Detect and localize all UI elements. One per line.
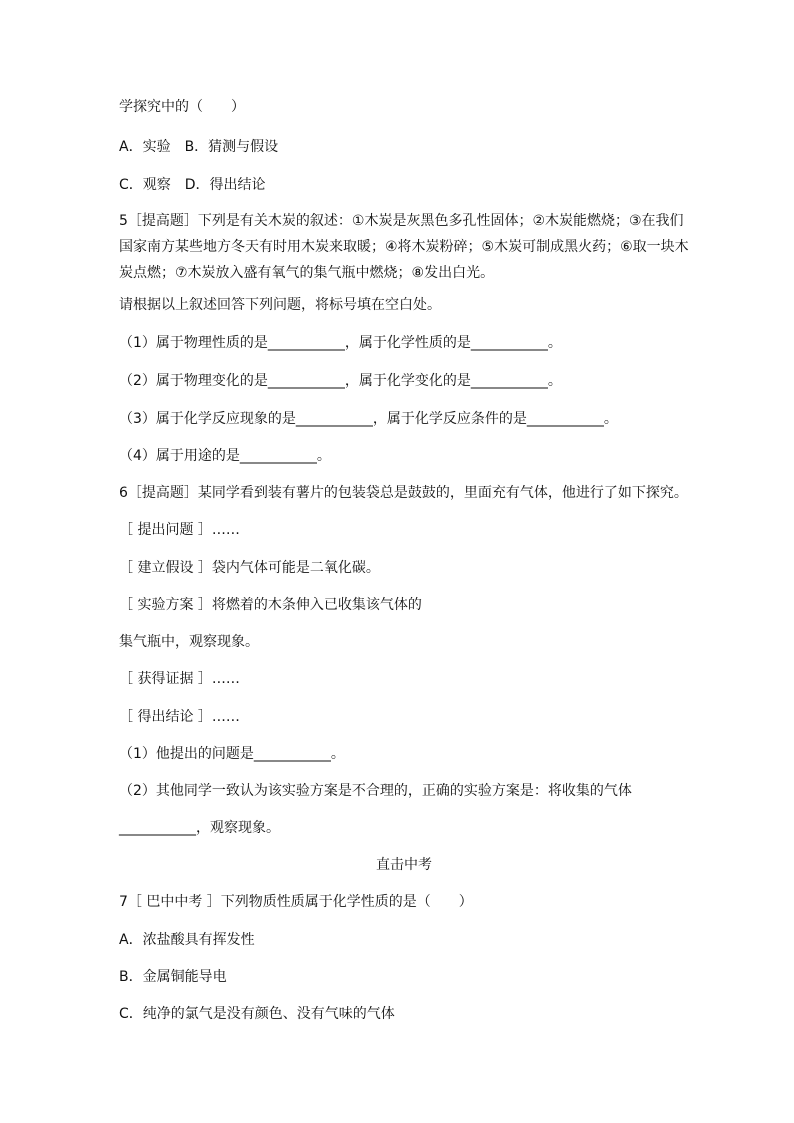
question-5-part-2: （2）属于物理变化的是___________，属于化学变化的是___________。 bbox=[119, 373, 562, 389]
question-5-stem: 5［提高题］下列是有关木炭的叙述：①木炭是灰黑色多孔性固体；②木炭能燃烧；③在我们国家南方某些地方冬天有时用木炭来取暖；④将木炭粉碎；⑤木炭可制成黑火药；⑥取一块木炭点燃；⑦木炭放入盛有氧气的集气瓶中燃烧；⑧发出白光。 bbox=[119, 213, 689, 281]
question-6-conclusion: ［ 得出结论 ］…… bbox=[119, 709, 240, 725]
question-6-part-1: （1）他提出的问题是___________。 bbox=[119, 746, 345, 762]
question-5-part-4: （4）属于用途的是___________。 bbox=[119, 448, 331, 464]
question-5-part-1: （1）属于物理性质的是___________，属于化学性质的是___________。 bbox=[119, 335, 562, 351]
question-5-part-3: （3）属于化学反应现象的是___________，属于化学反应条件的是___________。 bbox=[119, 411, 618, 427]
question-7-option-a: A．浓盐酸具有挥发性 bbox=[119, 932, 255, 948]
option-c-d: C．观察 D．得出结论 bbox=[119, 177, 266, 193]
question-7-stem: 7［ 巴中中考 ］下列物质性质属于化学性质的是（ ） bbox=[119, 894, 473, 910]
question-6-part-2-line-2: ___________，观察现象。 bbox=[119, 820, 280, 836]
question-6-stem: 6［提高题］某同学看到装有薯片的包装袋总是鼓鼓的，里面充有气体，他进行了如下探究。 bbox=[119, 485, 688, 501]
question-7-option-c: C．纯净的氯气是没有颜色、没有气味的气体 bbox=[119, 1006, 395, 1022]
question-stem-continuation: 学探究中的（ ） bbox=[119, 99, 245, 115]
question-6-plan-line-1: ［ 实验方案 ］将燃着的木条伸入已收集该气体的 bbox=[119, 597, 422, 613]
question-7-option-b: B．金属铜能导电 bbox=[119, 969, 227, 985]
question-6-evidence: ［ 获得证据 ］…… bbox=[119, 671, 240, 687]
question-6-hypothesis: ［ 建立假设 ］袋内气体可能是二氧化碳。 bbox=[119, 560, 380, 576]
option-a-b: A．实验 B．猜测与假设 bbox=[119, 139, 279, 155]
question-6-part-2-line-1: （2）其他同学一致认为该实验方案是不合理的，正确的实验方案是：将收集的气体 bbox=[119, 783, 632, 799]
section-heading: 直击中考 bbox=[376, 857, 432, 873]
question-5-instruction: 请根据以上叙述回答下列问题，将标号填在空白处。 bbox=[119, 297, 441, 313]
question-6-plan-line-2: 集气瓶中，观察现象。 bbox=[119, 634, 259, 650]
question-6-raise-question: ［ 提出问题 ］…… bbox=[119, 522, 240, 538]
